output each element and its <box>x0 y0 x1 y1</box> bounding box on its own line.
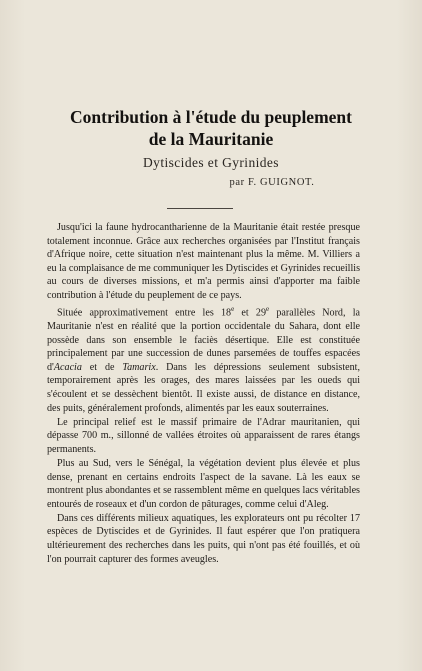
author-line <box>122 177 422 188</box>
genus-acacia: Acacia <box>53 361 82 373</box>
paragraph: Le principal relief est le massif primaire de l'Adrar mauritanien, qui dépasse 700 m., sillonné de vallées étroites où apparaissent de rares étangs permanents. <box>47 416 360 455</box>
author-name: F. GUIGNOT. <box>247 177 315 188</box>
title-line-1: Contribution à l'étude du peuplement <box>70 107 352 127</box>
title-divider <box>167 208 233 209</box>
author-prefix: par <box>229 177 245 188</box>
superscript: e <box>231 305 235 314</box>
superscript: e <box>266 305 270 314</box>
article-title <box>0 106 422 150</box>
paragraph: Située approximativement entre les 18e et 29e parallèles Nord, la Mauritanie n'est en réalité que la portion occidentale du Sahara, dont elle possède dans son ensemble le faciès désertique. Elle est constituée principalement par une succession de dunes parsemées de touffes espacées d'Acacia et de Tamarix. Dans les dépressions seulement subsistent, temporairement après les orages, des mares laissées par les oueds qui s'écoulent et se dessèchent bientôt. Il existe aussi, de distance en distance, des puits, généralement profonds, alimentés par les eaux souterraines. <box>47 305 361 414</box>
paragraph: Dans ces différents milieux aquatiques, les explorateurs ont pu récolter 17 espèces de Dytiscides et de Gyrinides. Il faut espérer que l'on pratiquera ultérieurement des recherches dans les puits, qui n'ont pas été fouillés, et où l'on pourrait capturer des formes aveugles. <box>47 512 360 565</box>
article-body <box>47 221 360 566</box>
paragraph: Plus au Sud, vers le Sénégal, la végétation devient plus élevée et plus dense, prenant en certains endroits l'aspect de la savane. Là les eaux se montrent plus abondantes et se rassemblent même en quelques lacs véritables entourés de roseaux et d'un cordon de pâturages, comme celui d'Aleg. <box>47 457 360 510</box>
genus-tamarix: Tamarix <box>122 361 156 373</box>
paragraph: Jusqu'ici la faune hydrocantharienne de la Mauritanie était restée presque totalement inconnue. Grâce aux recherches organisées par l'Institut français d'Afrique noire, cette situation n'est maintenant plus la même. M. Villiers a eu la complaisance de me communiquer les Dytiscides et Gyrinides recueillis au cours de diverses missions, et m'a permis ainsi d'apporter ma faible contribution à l'étude du peuplement de ce pays. <box>47 222 360 301</box>
title-line-2: de la Mauritanie <box>148 129 274 149</box>
article-subtitle: Dytiscides et Gyrinides <box>143 155 279 170</box>
